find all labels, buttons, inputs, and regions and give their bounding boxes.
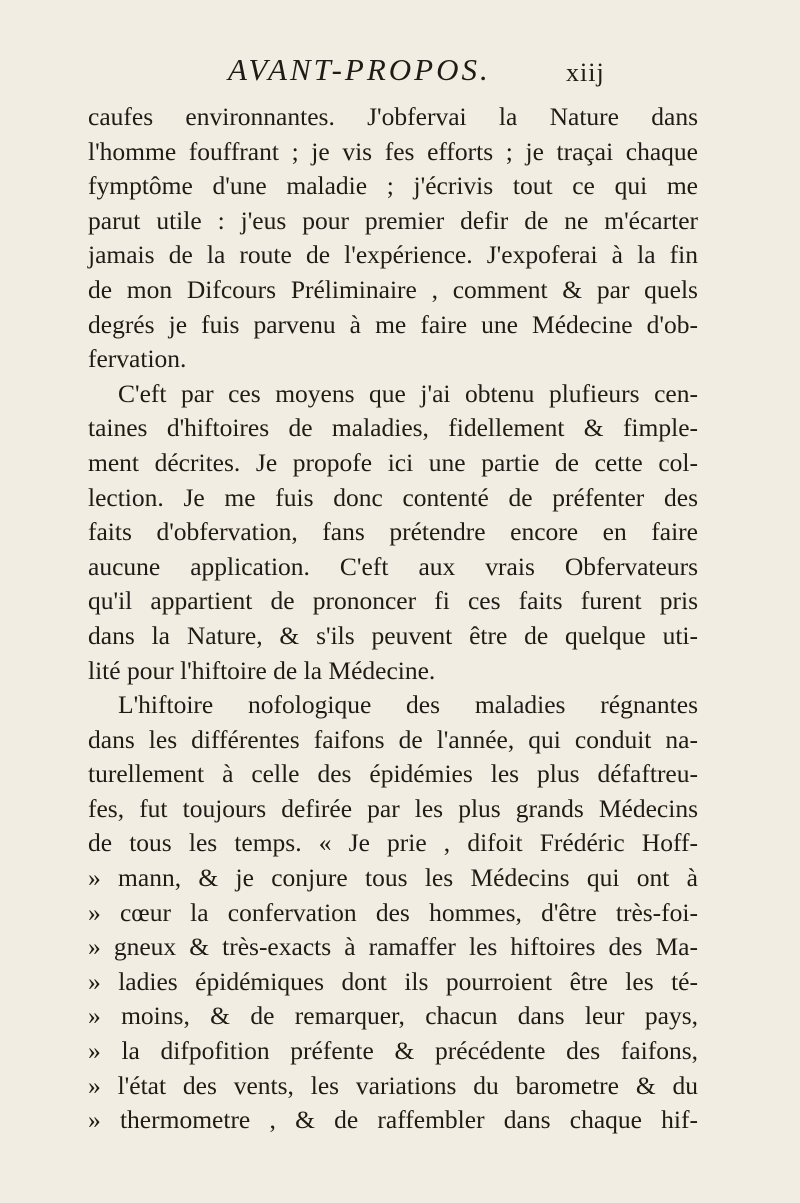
paragraph-start-line: C'eft par ces moyens que j'ai obtenu plufieurs cen- bbox=[118, 378, 698, 408]
text-line: jamais de la route de l'expérience. J'expoferai à la fin bbox=[88, 240, 698, 270]
body-text bbox=[88, 100, 698, 1138]
text-line: fes, fut toujours defirée par les plus grands Médecins bbox=[88, 793, 698, 823]
text-line: parut utile : j'eus pour premier defir de ne m'écarter bbox=[88, 205, 698, 235]
text-line: taines d'hiftoires de maladies, fidellement & fimple- bbox=[88, 413, 698, 443]
paragraph-start-line: L'hiftoire nofologique des maladies régnantes bbox=[118, 690, 698, 720]
text-line: de tous les temps. « Je prie , difoit Frédéric Hoff- bbox=[88, 828, 698, 858]
text-line: caufes environnantes. J'obfervai la Nature dans bbox=[88, 102, 698, 131]
quoted-line: » gneux & très-exacts à ramaffer les hiftoires des Ma- bbox=[88, 932, 698, 962]
quoted-line: » l'état des vents, les variations du barometre & du bbox=[88, 1070, 698, 1100]
page-number: xiij bbox=[566, 58, 605, 87]
text-line: degrés je fuis parvenu à me faire une Médecine d'ob- bbox=[88, 309, 698, 339]
text-line: faits d'obfervation, fans prétendre encore en faire bbox=[88, 517, 698, 547]
text-line: fymptôme d'une maladie ; j'écrivis tout ce qui me bbox=[88, 171, 698, 201]
quoted-line: » moins, & de remarquer, chacun dans leur pays, bbox=[88, 1001, 698, 1031]
quoted-line: » thermometre , & de raffembler dans chaque hif- bbox=[88, 1105, 698, 1135]
text-line: lection. Je me fuis donc contenté de préfenter des bbox=[88, 482, 698, 512]
text-line: fervation. bbox=[88, 344, 187, 374]
text-line: de mon Difcours Préliminaire , comment & par quels bbox=[88, 274, 698, 304]
text-line: dans les différentes faifons de l'année, qui conduit na- bbox=[88, 724, 698, 754]
text-line: qu'il appartient de prononcer fi ces faits furent pris bbox=[88, 586, 698, 616]
quoted-line: » mann, & je conjure tous les Médecins qui ont à bbox=[88, 863, 698, 893]
quoted-line: » ladies épidémiques dont ils pourroient être les té- bbox=[88, 966, 698, 996]
quoted-line: » cœur la confervation des hommes, d'être très-foi- bbox=[88, 897, 698, 927]
text-line: lité pour l'hiftoire de la Médecine. bbox=[88, 655, 436, 685]
text-line: ment décrites. Je propofe ici une partie de cette col- bbox=[88, 447, 698, 477]
quoted-line: » la difpofition préfente & précédente des faifons, bbox=[88, 1036, 698, 1066]
running-title: AVANT-PROPOS. bbox=[228, 52, 491, 87]
text-line: aucune application. C'eft aux vrais Obfervateurs bbox=[88, 551, 698, 581]
text-line: l'homme fouffrant ; je vis fes efforts ; je traçai chaque bbox=[88, 136, 698, 166]
text-line: turellement à celle des épidémies les plus défaftreu- bbox=[88, 759, 698, 789]
text-line: dans la Nature, & s'ils peuvent être de quelque uti- bbox=[88, 620, 698, 650]
